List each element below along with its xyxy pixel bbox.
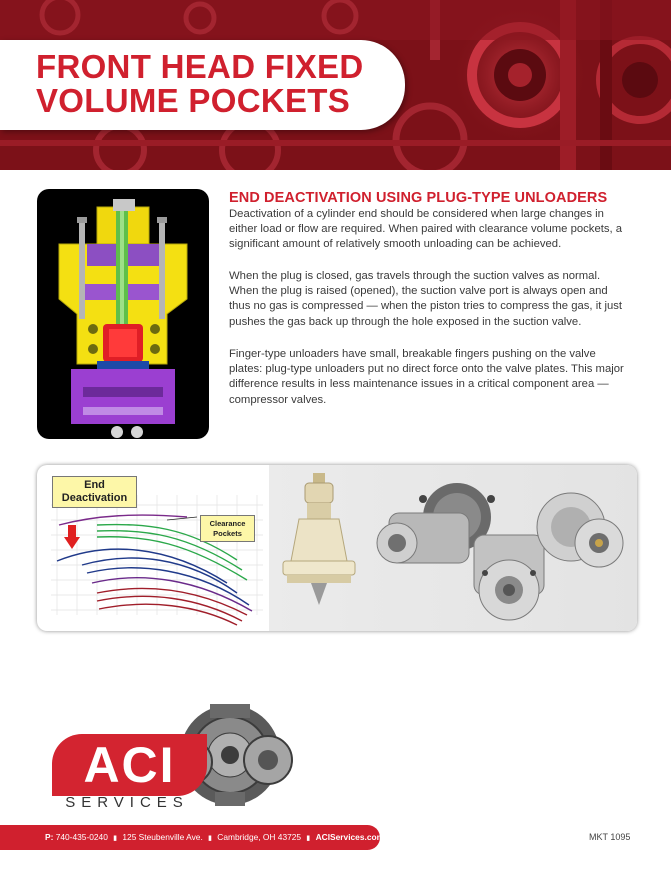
footer-contact [45,830,385,845]
aci-logo [30,700,310,820]
phone-prefix: P: [45,832,54,842]
page-title [36,50,396,118]
end-deactivation-label: End Deactivation [52,476,137,508]
title-line-1: FRONT HEAD FIXED [36,48,364,85]
logo-mark: ACI [52,734,207,796]
separator-icon: ▮ [113,835,118,842]
street-address: 125 Steubenville Ave. [122,832,203,842]
paragraph-intro: Deactivation of a cylinder end should be considered when large changes in either load or flow are required. When paired with clearance volume pockets, a significant amount of relatively smooth unloading can be achieved. [229,208,623,251]
down-arrow-icon [68,525,76,537]
website-link[interactable]: ACIServices.com [315,832,385,842]
paragraph-finger-vs-plug: Finger-type unloaders have small, breakable fingers pushing on the valve plates: plug-type unloaders put no direct force onto the valve plates. This major difference results in less maintenance issues in a critical component area — compressor valves. [229,348,624,406]
logo-tagline: SERVICES [65,794,189,811]
separator-icon: ▮ [208,835,212,842]
clearance-pockets-label: Clearance Pockets [200,515,255,542]
unloader-cutaway-image [37,189,209,439]
phone-number: 740-435-0240 [55,832,108,842]
document-code: MKT 1095 [589,832,631,842]
city-address: Cambridge, OH 43725 [217,832,302,842]
section-heading: END DEACTIVATION USING PLUG-TYPE UNLOADERS [229,190,608,206]
unloader-photo [269,465,637,631]
separator-icon: ▮ [306,835,311,842]
title-line-2: VOLUME POCKETS [36,82,351,119]
paragraph-plug-operation: When the plug is closed, gas travels through the suction valves as normal. When the plug is raised (opened), the suction valve port is always open and thus no gas is compressed — when the piston tries to compress the gas, it just pushes the gas back up through the hole exposed in the suction valve. [229,270,623,328]
